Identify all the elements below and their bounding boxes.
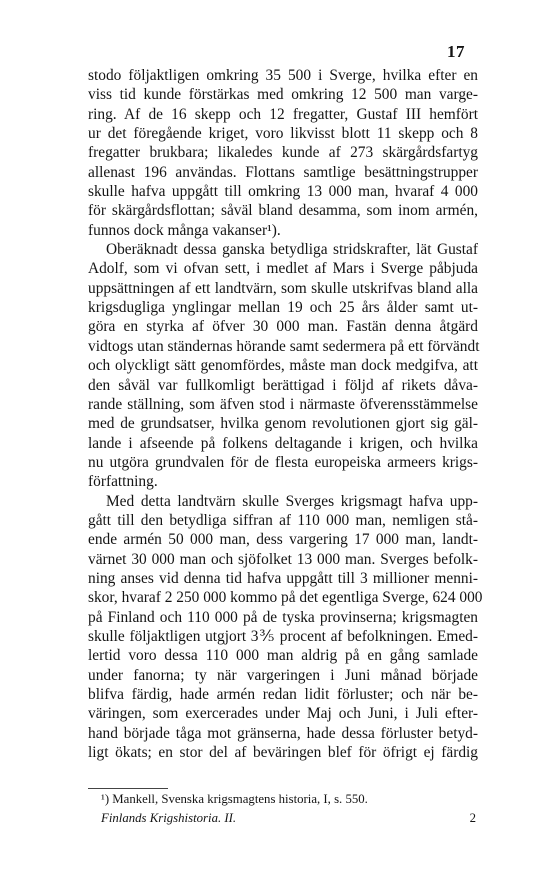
text-line: den såväl var fullkomligt berättigad i följd af rikets dåva- [88,376,478,394]
text-line: ring. Af de 16 skepp och 12 fregatter, Gustaf III hemfört [88,105,478,123]
text-line: gått till den betydliga siffran af 110 000 man, nemligen stå- [88,511,478,529]
text-line: författning. [88,473,158,491]
text-line: värnet 30 000 man och sjöfolket 13 000 man. Sverges befolk- [88,550,478,568]
text-line: lande i afseende på folkens deltagande i krigen, och hvilka [88,434,478,452]
text-line: skulle följaktligen utgjort 3⅗ procent af befolkningen. Emed- [88,627,478,645]
text-line: vidtogs utan ständernas hörande samt sedermera på ett förvändt [88,337,480,355]
footnote: ¹) Mankell, Svenska krigsmagtens historia, I, s. 550. [101,792,368,806]
text-line: ligt ökats; en stor del af beväringen blef för öfrigt ej färdig [88,744,478,762]
text-line: Oberäknadt dessa ganska betydliga stridskrafter, lät Gustaf [106,241,478,259]
text-line: och olyckligt sätt genomfördes, måste man dock medgifva, att [88,357,478,375]
signature-line [101,811,476,826]
text-line: ur det föregående kriget, voro likvisst blott 11 skepp och 8 [88,125,478,143]
signature-mark: 2 [469,811,476,825]
text-line: rande ställning, som äfven stod i närmaste öfverensstämmelse [88,395,478,413]
text-line: funnos dock många vakanser¹). [88,221,281,239]
text-line: Adolf, som vi ofvan sett, i medlet af Mars i Sverge påbjuda [88,260,478,278]
text-line: allenast 196 användas. Flottans samtlige besättningstrupper [88,163,478,181]
text-line: ende armén 50 000 man, dess vargering 17 000 man, landt- [88,531,478,549]
text-line: göra en styrka af öfver 30 000 man. Fastän denna åtgärd [88,318,478,336]
text-line: på Finland och 110 000 på de tyska provinserna; krigsmagten [88,608,478,626]
text-line: blifva färdig, hade armén redan lidit förluster; och när be- [88,686,478,703]
text-line: stodo följaktligen omkring 35 500 i Sverge, hvilka efter en [88,67,478,84]
body-text [88,66,483,762]
text-line: krigsdugliga ynglingar mellan 19 och 25 års ålder samt ut- [88,299,478,317]
text-line: väringen, som exercerades under Maj och Juni, i Juli efter- [88,705,478,723]
text-line: hand började tåga mot gränserna, hade dessa förluster betyd- [88,724,478,742]
text-line: viss tid kunde förstärkas med omkring 12 500 man varge- [88,86,478,104]
text-line: fregatter brukbara; likaledes kunde af 273 skärgårdsfartyg [88,144,478,162]
text-line: uppsättningen af ett landtvärn, som skulle utskrifvas bland alla [88,279,478,297]
text-line: nu utgöra grundvalen för de flesta europeiska armeers krigs- [88,453,478,471]
signature-title: Finlands Krigshistoria. II. [101,811,237,825]
text-line: lertid voro dessa 110 000 man aldrig på en gång samlade [88,647,478,665]
page-number: 17 [447,42,465,61]
text-line: med de grundsatser, hvilka genom revolutionen gjort sig gäl- [88,415,478,433]
text-line: Med detta landtvärn skulle Sverges krigsmagt hafva upp- [106,492,478,510]
footnote-rule [88,788,168,789]
text-line: skor, hvaraf 2 250 000 kommo på det egentliga Sverge, 624 000 [88,589,483,607]
text-line: ning anses vid denna tid hafva uppgått till 3 millioner menni- [88,569,478,587]
text-line: under fanorna; ty när vargeringen i Juni månad började [88,666,478,684]
text-line: för skärgårdsflottan; såväl bland desamma, som inom armén, [88,202,478,220]
text-line: skulle hafva uppgått till omkring 13 000 man, hvaraf 4 000 [88,183,478,201]
